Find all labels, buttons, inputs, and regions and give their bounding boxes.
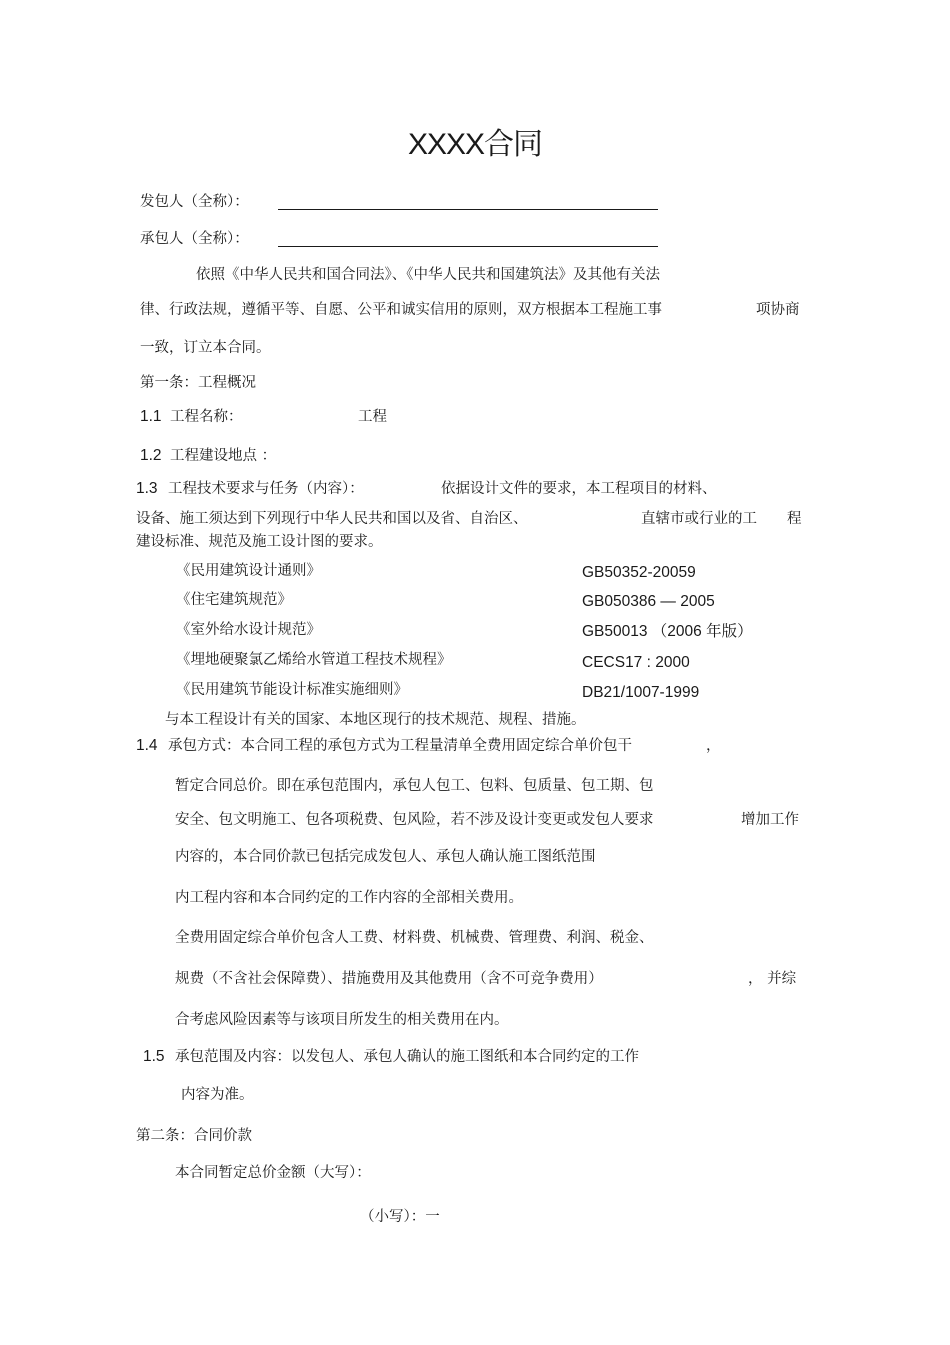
standard-code: DB21/1007-1999 <box>582 684 700 701</box>
section-1-5-number: 1.5 <box>143 1048 165 1065</box>
section-1-1-value: 工程 <box>358 409 387 425</box>
standards-tail: 与本工程设计有关的国家、本地区现行的技术规范、规程、措施。 <box>165 712 586 728</box>
party-a-label: 发包人（全称）： <box>140 194 249 210</box>
section-1-3-line-2-end: 程 <box>787 511 802 527</box>
section-1-4-line-5: 内工程内容和本合同约定的工作内容的全部相关费用。 <box>175 890 523 906</box>
section-1-5-line-2: 内容为准。 <box>181 1087 254 1103</box>
party-b-blank <box>278 246 658 247</box>
standard-name: 《埋地硬聚氯乙烯给水管道工程技术规程》 <box>176 652 452 668</box>
section-1-3-line-3: 建设标准、规范及施工设计图的要求。 <box>136 534 383 550</box>
intro-line-3: 一致，订立本合同。 <box>140 340 271 356</box>
section-1-3-number: 1.3 <box>136 480 158 497</box>
section-1-2-label: 工程建设地点 ： <box>170 448 277 464</box>
section-1-4-line-3: 安全、包文明施工、包各项税费、包风险，若不涉及设计变更或发包人要求 <box>175 812 654 828</box>
section-1-4-comma: ， <box>706 738 721 754</box>
section-1-4-line-6: 全费用固定综合单价包含人工费、材料费、机械费、管理费、利润、税金、 <box>175 930 654 946</box>
section-1-4-line-3-end: 增加工作 <box>741 812 799 828</box>
section-1-4-line-7: 规费（不含社会保障费）、措施费用及其他费用（含不可竞争费用） <box>175 971 603 987</box>
section-1-3-line-2: 设备、施工须达到下列现行中华人民共和国以及省、自治区、 <box>136 511 528 527</box>
intro-line-2-end: 项协商 <box>756 302 800 318</box>
article-1-heading: 第一条：工程概况 <box>140 375 256 391</box>
section-1-4-line-7-end: ， 并综 <box>748 971 797 987</box>
price-lower-label: （小写）：一 <box>360 1209 440 1225</box>
section-1-4-line-8: 合考虑风险因素等与该项目所发生的相关费用在内。 <box>175 1012 509 1028</box>
standard-name: 《住宅建筑规范》 <box>176 592 292 608</box>
standard-code: GB50352-20059 <box>582 564 696 581</box>
standard-name: 《民用建筑节能设计标准实施细则》 <box>176 682 408 698</box>
intro-line-2: 律、行政法规，遵循平等、自愿、公平和诚实信用的原则，双方根据本工程施工事 <box>140 302 662 318</box>
section-1-4-number: 1.4 <box>136 737 158 754</box>
section-1-2-number: 1.2 <box>140 447 162 464</box>
section-1-1-label: 工程名称： <box>170 409 243 425</box>
intro-line-1: 依照《中华人民共和国合同法》、《中华人民共和国建筑法》及其他有关法 <box>196 267 660 283</box>
section-1-3-text: 依据设计文件的要求，本工程项目的材料、 <box>441 481 717 497</box>
standard-name: 《室外给水设计规范》 <box>176 622 321 638</box>
contract-title: XXXX合同 <box>407 128 543 161</box>
party-a-blank <box>278 209 658 210</box>
standard-code: GB50013 （2006 年版） <box>582 623 753 640</box>
section-1-5-text: 承包范围及内容：以发包人、承包人确认的施工图纸和本合同约定的工作 <box>175 1049 639 1065</box>
section-1-4-line-4: 内容的，本合同价款已包括完成发包人、承包人确认施工图纸范围 <box>175 849 596 865</box>
standard-code: CECS17 : 2000 <box>582 654 690 671</box>
section-1-3-line-2-mid: 直辖市或行业的工 <box>641 511 757 527</box>
section-1-4-line-2: 暂定合同总价。即在承包范围内，承包人包工、包料、包质量、包工期、包 <box>175 778 654 794</box>
section-1-1-number: 1.1 <box>140 408 162 425</box>
section-1-3-label: 工程技术要求与任务（内容）： <box>168 481 364 497</box>
party-b-label: 承包人（全称）： <box>140 231 249 247</box>
price-upper-label: 本合同暂定总价金额（大写）： <box>175 1165 371 1181</box>
standard-name: 《民用建筑设计通则》 <box>176 563 321 579</box>
article-2-heading: 第二条：合同价款 <box>136 1128 252 1144</box>
section-1-4-text: 承包方式：本合同工程的承包方式为工程量清单全费用固定综合单价包干 <box>168 738 632 754</box>
standard-code: GB050386 — 2005 <box>582 593 715 610</box>
